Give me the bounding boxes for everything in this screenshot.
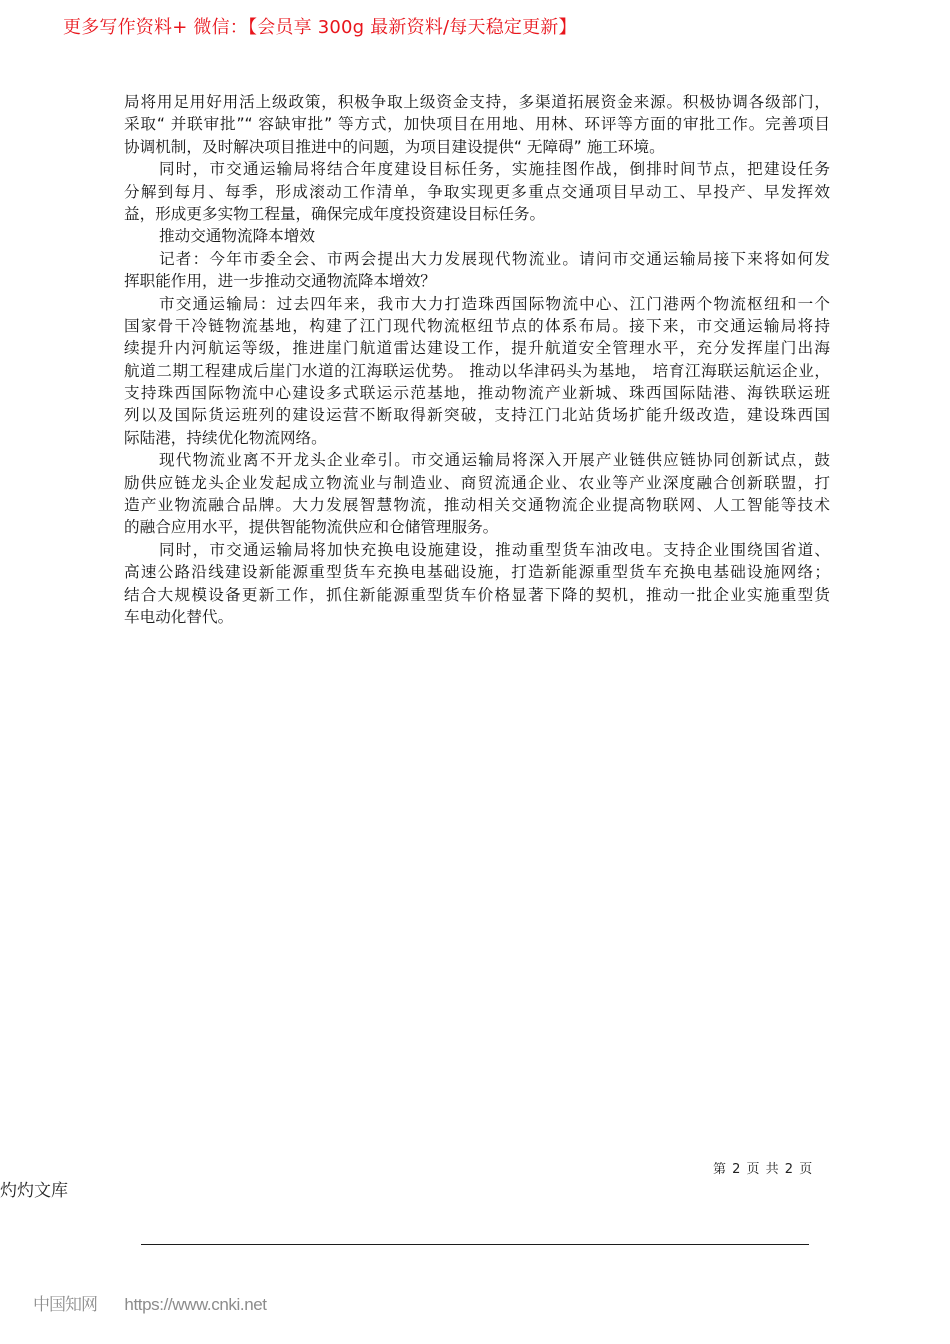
text-line: 市交通运输局：过去四年来，我市大力打造珠西国际物流中心、江门港两个物流枢纽和一个 [159, 294, 830, 313]
text-line: 现代物流业离不开龙头企业牵引。市交通运输局将深入开展产业链供应链协同创新试点，鼓 [159, 451, 830, 470]
text-line: 挥职能作用，进一步推动交通物流降本增效？ [124, 272, 436, 291]
text-line: 续提升内河航运等级，推进崖门航道雷达建设工作，提升航道安全管理水平，充分发挥崖门出海 [124, 339, 830, 358]
text-line: 支持珠西国际物流中心建设多式联运示范基地，推动物流产业新城、珠西国际陆港、海铁联运班 [124, 384, 830, 403]
text-line: 分解到每月、每季，形成滚动工作清单，争取实现更多重点交通项目早动工、早投产、早发挥效 [124, 182, 830, 201]
text-line: 列以及国际货运班列的建设运营不断取得新突破，支持江门北站货场扩能升级改造，建设珠西国 [124, 406, 830, 425]
text-line: 的融合应用水平，提供智能物流供应和仓储管理服务。 [124, 518, 499, 537]
text-line: 励供应链龙头企业发起成立物流业与制造业、商贸流通企业、农业等产业深度融合创新联盟，打 [124, 473, 830, 492]
text-line: 车电动化替代。 [124, 607, 234, 626]
text-line: 际陆港，持续优化物流网络。 [124, 428, 327, 447]
footer-divider [141, 1244, 809, 1245]
text-line: 协调机制，及时解决项目推进中的问题，为项目建设提供“ 无障碍” 施工环境。 [124, 137, 665, 156]
promo-banner: 更多写作资料+ 微信：【会员享 300g 最新资料/每天稳定更新】 [63, 17, 577, 38]
text-line: 国家骨干冷链物流基地，构建了江门现代物流枢纽节点的体系布局。接下来，市交通运输局将持 [124, 316, 830, 335]
text-line: 同时，市交通运输局将结合年度建设目标任务，实施挂图作战，倒排时间节点，把建设任务 [159, 160, 830, 179]
text-line: 局将用足用好用活上级政策，积极争取上级资金支持，多渠道拓展资金来源。积极协调各级部门， [124, 93, 830, 111]
text-line: 益，形成更多实物工程量，确保完成年度投资建设目标任务。 [124, 204, 546, 223]
text-line: 记者：今年市委全会、市两会提出大力发展现代物流业。请问市交通运输局接下来将如何发 [159, 249, 830, 268]
text-line: 造产业物流融合品牌。大力发展智慧物流，推动相关交通物流企业提高物联网、人工智能等技术 [124, 496, 830, 515]
section-heading: 推动交通物流降本增效 [159, 227, 315, 246]
page-number: 第 2 页 共 2 页 [713, 1162, 813, 1177]
text-line: 同时，市交通运输局将加快充换电设施建设，推动重型货车油改电。支持企业围绕国省道、 [159, 540, 830, 559]
text-line: 高速公路沿线建设新能源重型货车充换电基础设施，打造新能源重型货车充换电基础设施网络； [124, 563, 830, 582]
cnki-url-link[interactable]: https://www.cnki.net [124, 1295, 267, 1314]
text-line: 航道二期工程建成后崖门水道的江海联运优势。 推动以华津码头为基地， 培育江海联运航运企业， [124, 361, 830, 380]
cnki-brand: 中国知网 [33, 1295, 97, 1315]
site-name: 灼灼文库 [0, 1181, 68, 1201]
text-line: 结合大规模设备更新工作，抓住新能源重型货车价格显著下降的契机，推动一批企业实施重型货 [124, 585, 830, 604]
cnki-footer [33, 1293, 267, 1317]
document-body [124, 91, 830, 628]
text-line: 采取“ 并联审批”“ 容缺审批” 等方式，加快项目在用地、用林、环评等方面的审批工作。完善项目 [124, 115, 830, 134]
